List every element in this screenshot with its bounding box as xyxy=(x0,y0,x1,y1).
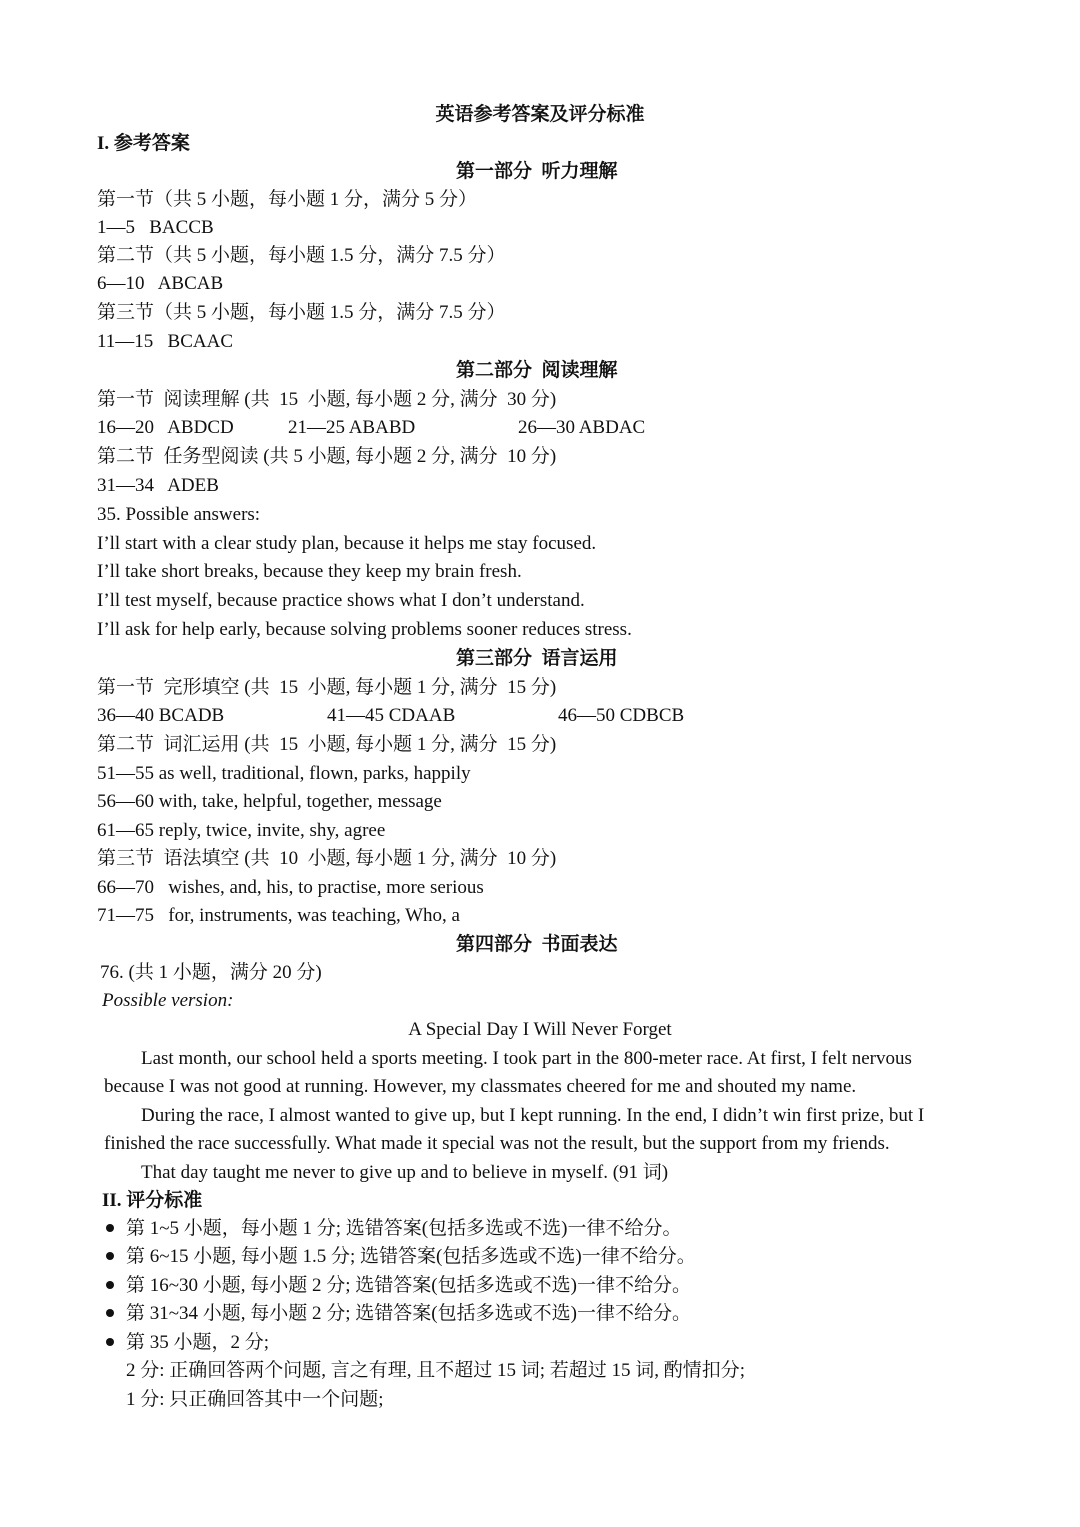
question-76-label: 76. (共 1 小题，满分 20 分) xyxy=(100,962,322,983)
answers-41-45: 41—45 CDAAB xyxy=(327,705,456,726)
page-title: 英语参考答案及评分标准 xyxy=(435,104,645,125)
scoring-rule: 第 1~5 小题，每小题 1 分; 选错答案(包括多选或不选)一律不给分。 xyxy=(126,1218,682,1239)
scoring-rule: 第 6~15 小题, 每小题 1.5 分; 选错答案(包括多选或不选)一律不给分。 xyxy=(126,1246,696,1267)
grammar-answers: 66—70 wishes, and, his, to practise, more serious xyxy=(97,877,484,898)
answers-16-20: 16—20 ABDCD xyxy=(97,417,234,438)
vocab-answers: 51—55 as well, traditional, flown, parks, happily xyxy=(97,763,471,784)
bullet-icon xyxy=(106,1309,114,1317)
answer-35-line: I’ll take short breaks, because they keep my brain fresh. xyxy=(97,561,522,582)
scoring-rule: 第 16~30 小题, 每小题 2 分; 选错答案(包括多选或不选)一律不给分。 xyxy=(126,1275,691,1296)
part-2-section-2: 第二节 任务型阅读 (共 5 小题, 每小题 2 分, 满分 10 分) xyxy=(97,446,557,467)
scoring-rule: 第 35 小题，2 分; xyxy=(126,1332,270,1353)
answers-11-15: 11—15 BCAAC xyxy=(97,331,234,352)
part-3-section-2: 第二节 词汇运用 (共 15 小题, 每小题 1 分, 满分 15 分) xyxy=(97,734,557,755)
answers-26-30: 26—30 ABDAC xyxy=(518,417,646,438)
part-1-section-1: 第一节（共 5 小题，每小题 1 分，满分 5 分） xyxy=(97,189,478,210)
essay-line: because I was not good at running. However, my classmates cheered for me and shouted my name. xyxy=(104,1076,857,1097)
bullet-icon xyxy=(106,1252,114,1260)
part-2-heading: 第二部分 阅读理解 xyxy=(456,360,618,381)
part-3-section-1: 第一节 完形填空 (共 15 小题, 每小题 1 分, 满分 15 分) xyxy=(97,677,557,698)
answers-21-25: 21—25 ABABD xyxy=(288,417,416,438)
essay-line: During the race, I almost wanted to give up, but I kept running. In the end, I didn’t win first prize, but I xyxy=(141,1105,925,1126)
vocab-answers: 56—60 with, take, helpful, together, message xyxy=(97,791,442,812)
part-3-section-3: 第三节 语法填空 (共 10 小题, 每小题 1 分, 满分 10 分) xyxy=(97,848,557,869)
question-35-label: 35. Possible answers: xyxy=(97,504,261,525)
essay-line: That day taught me never to give up and to believe in myself. (91 词) xyxy=(141,1162,669,1183)
bullet-icon xyxy=(106,1224,114,1232)
part-1-heading: 第一部分 听力理解 xyxy=(456,161,618,182)
bullet-icon xyxy=(106,1338,114,1346)
answers-46-50: 46—50 CDBCB xyxy=(558,705,685,726)
answers-36-40: 36—40 BCADB xyxy=(97,705,225,726)
part-3-heading: 第三部分 语言运用 xyxy=(456,648,618,669)
part-4-heading: 第四部分 书面表达 xyxy=(456,934,618,955)
part-1-section-2: 第二节（共 5 小题，每小题 1.5 分，满分 7.5 分） xyxy=(97,245,506,266)
scoring-subrule: 1 分: 只正确回答其中一个问题; xyxy=(126,1389,384,1410)
vocab-answers: 61—65 reply, twice, invite, shy, agree xyxy=(97,820,386,841)
section-1-heading: I. 参考答案 xyxy=(97,133,190,154)
bullet-icon xyxy=(106,1281,114,1289)
essay-line: Last month, our school held a sports meeting. I took part in the 800-meter race. At first, I felt nervous xyxy=(141,1048,912,1069)
answer-35-line: I’ll ask for help early, because solving problems sooner reduces stress. xyxy=(97,619,632,640)
answers-1-5: 1—5 BACCB xyxy=(97,217,214,238)
answer-35-line: I’ll test myself, because practice shows what I don’t understand. xyxy=(97,590,585,611)
essay-line: finished the race successfully. What made it special was not the result, but the support from my friends. xyxy=(104,1133,890,1154)
grammar-answers: 71—75 for, instruments, was teaching, Who, a xyxy=(97,905,460,926)
answer-35-line: I’ll start with a clear study plan, because it helps me stay focused. xyxy=(97,533,597,554)
scoring-rule: 第 31~34 小题, 每小题 2 分; 选错答案(包括多选或不选)一律不给分。 xyxy=(126,1303,691,1324)
part-2-section-1: 第一节 阅读理解 (共 15 小题, 每小题 2 分, 满分 30 分) xyxy=(97,389,557,410)
answers-31-34: 31—34 ADEB xyxy=(97,475,219,496)
scoring-subrule: 2 分: 正确回答两个问题, 言之有理, 且不超过 15 词; 若超过 15 词, 酌情扣分; xyxy=(126,1360,746,1381)
part-1-section-3: 第三节（共 5 小题，每小题 1.5 分，满分 7.5 分） xyxy=(97,302,506,323)
section-2-heading: II. 评分标准 xyxy=(102,1190,203,1211)
essay-title: A Special Day I Will Never Forget xyxy=(408,1019,672,1040)
answers-6-10: 6—10 ABCAB xyxy=(97,273,224,294)
possible-version-label: Possible version: xyxy=(102,990,234,1011)
